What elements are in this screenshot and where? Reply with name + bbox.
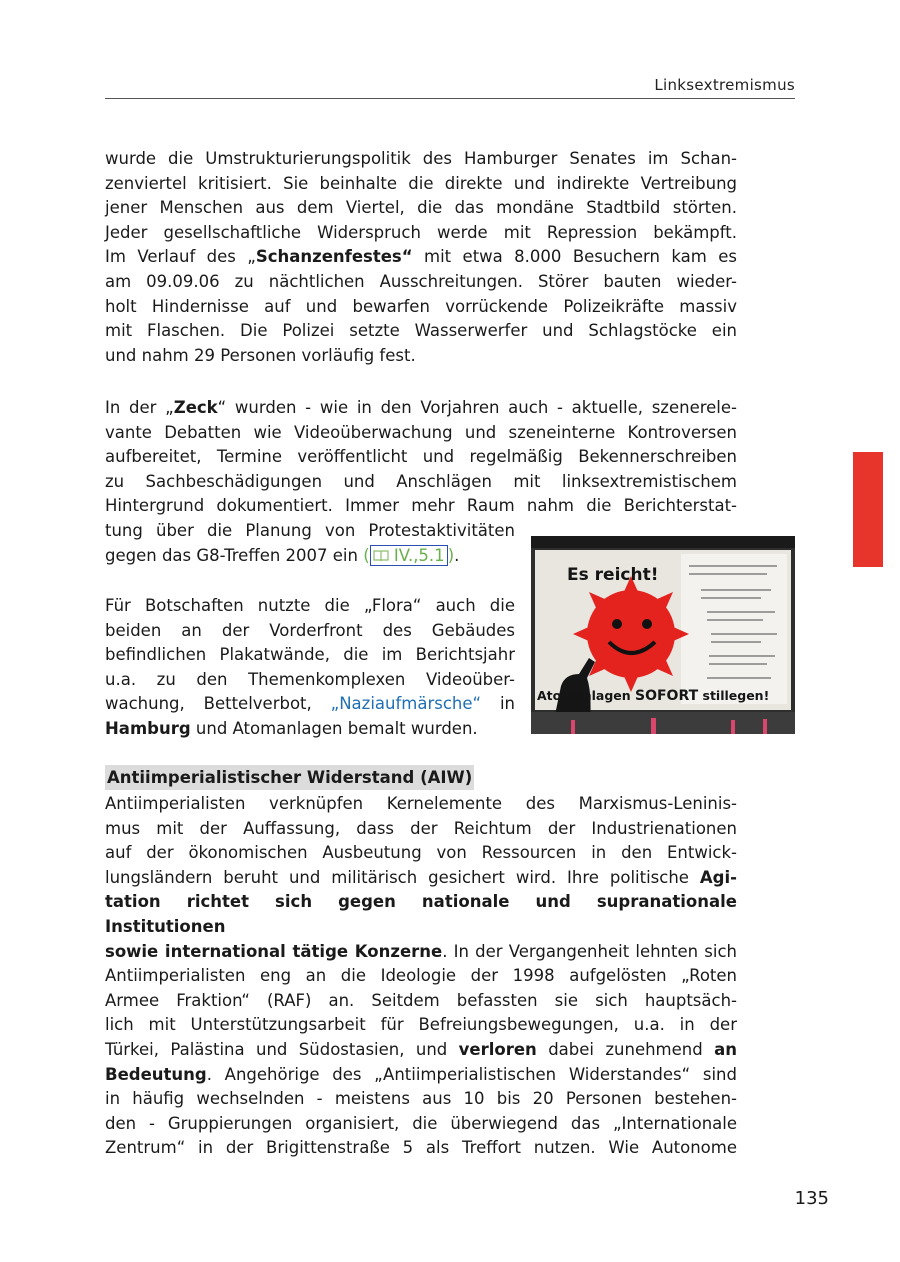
text-line xyxy=(105,692,515,717)
paragraph-zeck-continued xyxy=(105,519,515,568)
text-line: auf der ökonomischen Ausbeutung von Ressourcen in den Entwick- xyxy=(105,843,737,863)
text-line: jener Menschen aus dem Viertel, die das mondäne Stadtbild störten. xyxy=(105,198,737,218)
bold-term: verloren xyxy=(458,1039,537,1059)
bold-term: Bedeutung xyxy=(105,1064,207,1084)
text-line: vante Debatten wie Videoüberwachung und szeneinterne Kontroversen xyxy=(105,422,737,442)
bold-term: Hamburg xyxy=(105,718,191,738)
text-line: am 09.09.06 zu nächtlichen Ausschreitungen. Störer bauten wieder- xyxy=(105,271,737,291)
text-line: mus mit der Auffassung, dass der Reichtum der Industrienationen xyxy=(105,818,737,838)
text-line xyxy=(105,717,515,742)
text-fragment: wachung, Bettelverbot, xyxy=(105,694,331,714)
text-fragment: in xyxy=(481,694,515,714)
bold-term: tation richtet sich gegen nationale und supranationale Institutionen xyxy=(105,892,737,936)
text-line xyxy=(105,245,737,270)
text-line: Für Botschaften nutzte die „Flora“ auch die xyxy=(105,596,515,615)
reference-text: IV.,5.1 xyxy=(388,545,445,565)
paragraph-aiw xyxy=(105,792,737,1161)
text-line: zenviertel kritisiert. Sie beinhalte die direkte und indirekte Vertreibung xyxy=(105,173,737,193)
text-fragment: . In der Vergangenheit lehnten sich xyxy=(442,941,737,961)
text-fragment: dabei zunehmend xyxy=(536,1039,715,1059)
text-line: in häufig wechselnden - meistens aus 10 bis 20 Personen bestehen- xyxy=(105,1089,737,1109)
text-line: u.a. zu den Themenkomplexen Videoüber- xyxy=(105,669,515,689)
text-line: zu Sachbeschädigungen und Anschlägen mit linksextremistischem xyxy=(105,471,737,491)
billboard-slogan-bottom xyxy=(537,688,769,704)
text-line: tung über die Planung von Protestaktivitäten xyxy=(105,521,515,540)
section-heading-aiw: Antiimperialistischer Widerstand (AIW) xyxy=(105,765,474,790)
text-line: und nahm 29 Personen vorläufig fest. xyxy=(105,345,416,365)
text-line: den - Gruppierungen organisiert, die überwiegend das „Internationale xyxy=(105,1113,737,1133)
text-line xyxy=(105,940,737,965)
text-line xyxy=(105,866,737,891)
text-fragment: Im Verlauf des „ xyxy=(105,247,256,267)
text-line: aufbereitet, Termine veröffentlicht und regelmäßig Bekennerschreiben xyxy=(105,447,737,467)
naziaufmaersche-link[interactable]: „Naziaufmärsche“ xyxy=(330,694,482,714)
text-fragment: Türkei, Palästina und Südostasien, und xyxy=(105,1039,459,1059)
bold-term: Schanzenfestes“ xyxy=(255,247,413,267)
text-line xyxy=(105,890,737,939)
billboard-illustration xyxy=(531,536,795,734)
book-icon xyxy=(373,550,389,562)
billboard-slogan-part: stillegen! xyxy=(698,688,770,703)
cross-reference-link[interactable] xyxy=(370,545,448,566)
bold-term: Zeck xyxy=(173,398,218,417)
text-fragment: mit etwa 8.000 Besuchern kam es xyxy=(412,247,737,267)
text-line: Armee Fraktion“ (RAF) an. Seitdem befassten sie sich hauptsäch- xyxy=(105,990,737,1010)
text-line: Jeder gesellschaftliche Widerspruch werde mit Repression bekämpft. xyxy=(105,222,737,242)
text-fragment: lungsländern beruht und militärisch gesichert wird. Ihre politische xyxy=(105,867,700,887)
text-line: befindlichen Plakatwände, die im Berichtsjahr xyxy=(105,645,515,665)
text-line: wurde die Umstrukturierungspolitik des Hamburger Senates im Schan- xyxy=(105,149,737,168)
text-fragment: gegen das G8-Treffen 2007 ein xyxy=(105,545,364,565)
paragraph-flora xyxy=(105,594,515,742)
text-line xyxy=(105,544,515,569)
text-fragment: “ wurden - wie in den Vorjahren auch - aktuelle, szenerele- xyxy=(217,398,737,417)
billboard-slogan-part: SOFORT xyxy=(635,688,699,704)
running-header xyxy=(105,76,795,99)
text-line: holt Hindernisse auf und bewarfen vorrückende Polizeikräfte massiv xyxy=(105,296,737,316)
text-line: beiden an der Vorderfront des Gebäudes xyxy=(105,620,515,640)
chapter-tab-marker xyxy=(853,452,883,567)
text-line: Antiimperialisten verknüpfen Kernelemente des Marxismus-Leninis- xyxy=(105,794,737,813)
text-line: Hintergrund dokumentiert. Immer mehr Raum nahm die Berichterstat- xyxy=(105,496,737,516)
bold-term: sowie international tätige Konzerne xyxy=(105,941,443,961)
bold-term: an xyxy=(714,1039,737,1059)
text-line xyxy=(105,1038,737,1063)
billboard-slogan-top: Es reicht! xyxy=(567,565,659,585)
flora-billboard-photo xyxy=(531,536,795,734)
running-header-title: Linksextremismus xyxy=(654,76,795,94)
text-fragment: . Angehörige des „Antiimperialistischen Widerstandes“ sind xyxy=(206,1064,737,1084)
bold-term: Agi- xyxy=(699,867,737,887)
text-fragment: In der „ xyxy=(105,398,174,417)
billboard-slogan-part: Atomanlagen xyxy=(537,688,635,703)
text-line: Antiimperialisten eng an die Ideologie der 1998 aufgelösten „Roten xyxy=(105,966,737,986)
reference-paren: ( xyxy=(363,545,370,565)
text-line: mit Flaschen. Die Polizei setzte Wasserwerfer und Schlagstöcke ein xyxy=(105,321,737,341)
text-fragment: und Atomanlagen bemalt wurden. xyxy=(190,718,478,738)
text-line xyxy=(105,396,737,421)
page-number: 135 xyxy=(794,1188,829,1209)
reference-paren: ) xyxy=(447,545,455,565)
text-line: lich mit Unterstützungsarbeit für Befreiungsbewegungen, u.a. in der xyxy=(105,1015,737,1035)
text-fragment: . xyxy=(454,545,460,565)
paragraph-zeck xyxy=(105,396,737,519)
paragraph-schanzenviertel xyxy=(105,147,737,368)
text-line: Zentrum“ in der Brigittenstraße 5 als Treffort nutzen. Wie Autonome xyxy=(105,1138,737,1158)
text-line xyxy=(105,1063,737,1088)
